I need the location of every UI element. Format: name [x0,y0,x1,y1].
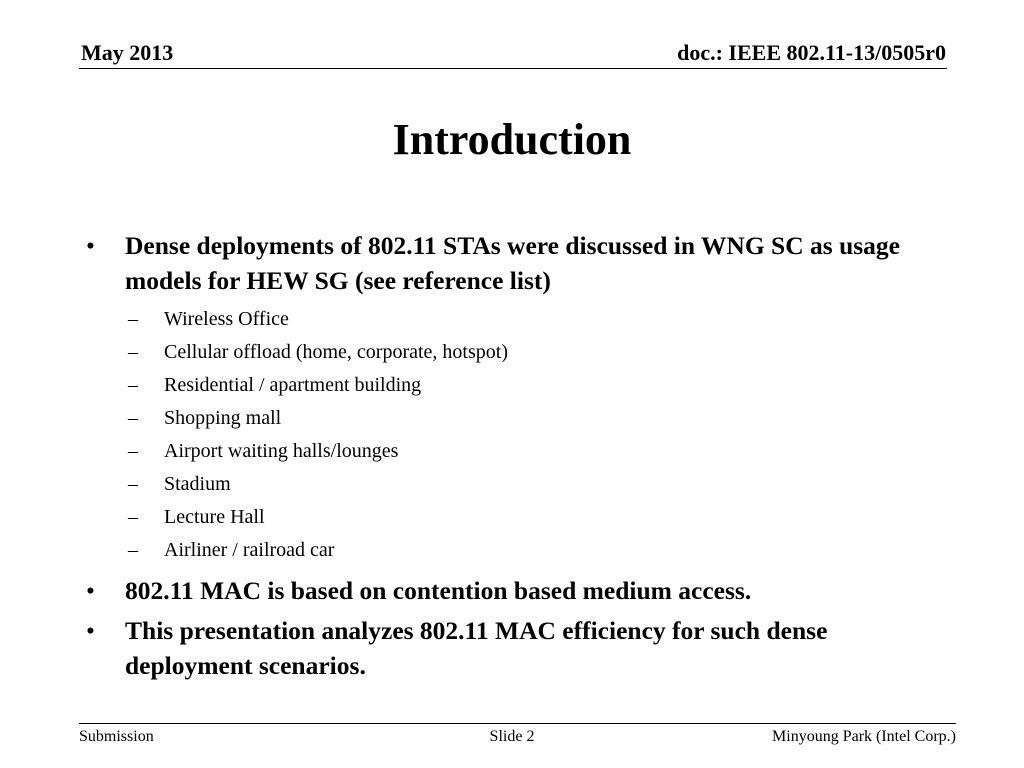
sub-bullet-item [84,501,954,534]
sub-bullet-text: Wireless Office [164,308,289,330]
sub-bullet-item [84,336,954,369]
bullet-item [84,573,954,608]
sub-bullet-item [84,369,954,402]
dash-marker: – [128,374,138,396]
sub-bullet-text: Cellular offload (home, corporate, hotspot) [164,341,508,363]
bullet-item [84,228,954,298]
sub-bullet-item [84,468,954,501]
bullet-marker: • [86,616,95,645]
sub-bullet-list [84,303,954,567]
dash-marker: – [128,473,138,495]
sub-bullet-text: Lecture Hall [164,506,265,528]
dash-marker: – [128,506,138,528]
bullet-marker: • [86,576,95,605]
slide-body [84,228,954,683]
sub-bullet-item [84,435,954,468]
sub-bullet-text: Stadium [164,473,231,495]
sub-bullet-text: Shopping mall [164,407,282,429]
dash-marker: – [128,440,138,462]
dash-marker: – [128,308,138,330]
footer-author: Minyoung Park (Intel Corp.) [772,728,956,745]
footer-divider [79,723,956,724]
bullet-marker: • [86,231,95,260]
sub-bullet-item [84,303,954,336]
sub-bullet-text: Residential / apartment building [164,374,422,396]
dash-marker: – [128,539,138,561]
footer-slide-number: Slide 2 [489,728,535,745]
bullet-text: Dense deployments of 802.11 STAs were discussed in WNG SC as usage models for HEW SG (see reference list) [125,231,900,295]
sub-bullet-text: Airliner / railroad car [164,539,335,561]
sub-bullet-text: Airport waiting halls/lounges [164,440,399,462]
sub-bullet-item [84,402,954,435]
dash-marker: – [128,407,138,429]
footer-submission: Submission [79,728,154,745]
slide-title: Introduction [392,115,632,164]
sub-bullet-item [84,534,954,567]
header-divider [79,68,947,69]
bullet-item [84,613,954,683]
bullet-text: This presentation analyzes 802.11 MAC efficiency for such dense deployment scenarios. [125,616,828,680]
header-doc-id: doc.: IEEE 802.11-13/0505r0 [677,40,946,65]
dash-marker: – [128,341,138,363]
bullet-text: 802.11 MAC is based on contention based medium access. [125,576,752,605]
header-date: May 2013 [81,40,174,65]
